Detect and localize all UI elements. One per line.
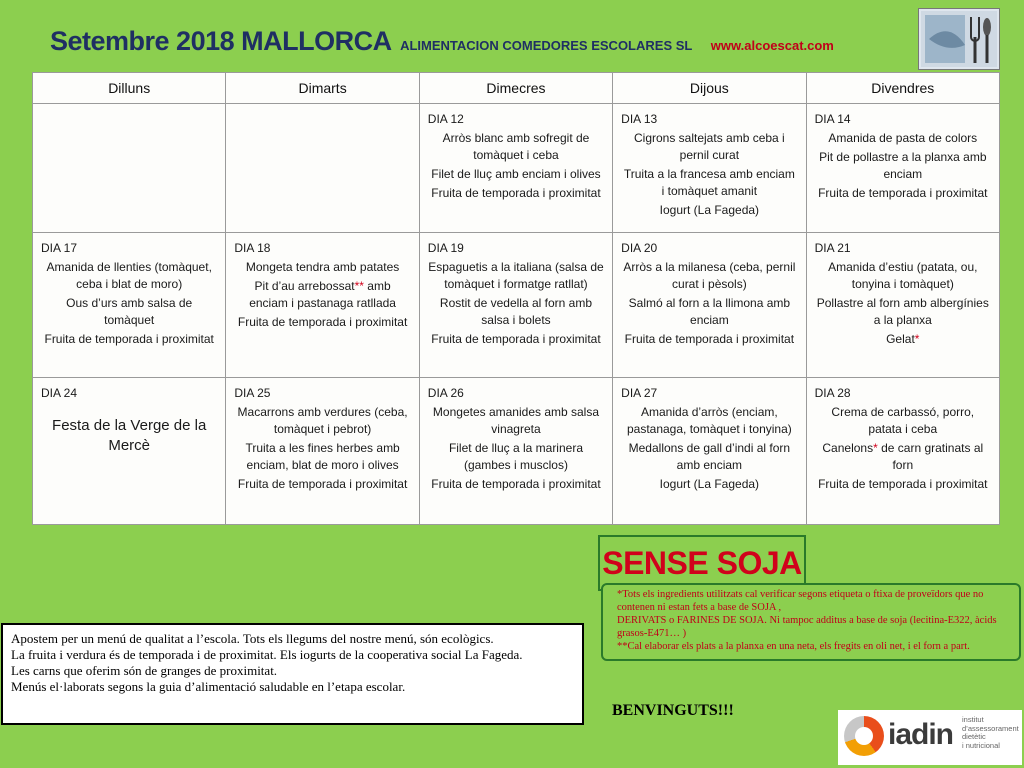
- day-label: DIA 24: [41, 386, 78, 400]
- day-label: DIA 19: [427, 241, 464, 255]
- menu-day-cell: [613, 233, 806, 378]
- soja-note: *Tots els ingredients utilitzats cal verificar segons etiqueta o ftixa de proveïdors que no contenen ni estan fets a base de SOJA ,: [617, 589, 984, 613]
- info-line: La fruita i verdura és de temporada i de proximitat. Els iogurts de la cooperativa social La Fageda.: [11, 647, 523, 662]
- iadin-brand: iadin: [888, 718, 954, 751]
- dish-item: Fruita de temporada i proximitat: [431, 477, 601, 491]
- dish-item: Mongeta tendra amb patates: [245, 260, 400, 274]
- soja-note: DERIVATS o FARINES DE SOJA. Ni tampoc additus a base de soja (lecitina-E322, àcids grasos-E471… ): [617, 615, 997, 639]
- dish-item: Iogurt (La Fageda): [659, 477, 760, 491]
- dish-item: Fruita de temporada i proximitat: [818, 186, 988, 200]
- info-line: Apostem per un menú de qualitat a l’escola. Tots els llegums del nostre menú, són ecològics.: [11, 631, 494, 646]
- dish-item: Amanida d’estiu (patata, ou, tonyina i tomàquet): [828, 260, 978, 291]
- dish-item: Fruita de temporada i proximitat: [237, 315, 408, 329]
- dish-item: Iogurt (La Fageda): [659, 203, 760, 217]
- dish-item: Filet de lluç amb enciam i olives: [431, 167, 601, 181]
- dish-item: Crema de carbassó, porro, patata i ceba: [831, 405, 975, 436]
- info-line: Les carns que oferim són de granges de proximitat.: [11, 663, 278, 678]
- dish-item: Canelons* de carn gratinats al forn: [822, 441, 984, 472]
- iadin-tagline-line: institut: [962, 715, 984, 724]
- menu-day-cell: [419, 233, 612, 378]
- day-label: DIA 25: [234, 386, 271, 400]
- dish-item: Amanida de llenties (tomàquet, ceba i blat de moro): [46, 260, 212, 291]
- menu-day-cell: [33, 104, 226, 233]
- welcome-text: BENVINGUTS!!!: [612, 702, 734, 719]
- menu-day-cell: [806, 104, 999, 233]
- dish-item: Macarrons amb verdures (ceba, tomàquet i pebrot): [237, 405, 408, 436]
- dish-item: Pit d’au arrebossat** amb enciam i pastanaga ratllada: [249, 279, 396, 310]
- day-label: DIA 14: [814, 112, 851, 126]
- weekday-header: Dijous: [613, 73, 806, 104]
- iadin-tagline: [962, 716, 1020, 750]
- soja-notes: [601, 583, 1021, 661]
- info-line: Menús el·laborats segons la guia d’alimentació saludable en l’etapa escolar.: [11, 679, 406, 694]
- iadin-circle-icon: [844, 716, 884, 756]
- cutlery-logo-icon: [918, 8, 1000, 70]
- dish-item: Medallons de gall d’indi al forn amb enciam: [628, 441, 791, 472]
- soja-note: **Cal elaborar els plats a la planxa en una neta, els fregits en oli net, i el forn a part.: [617, 641, 970, 652]
- dish-item: Mongetes amanides amb salsa vinagreta: [432, 405, 600, 436]
- dish-item: Filet de lluç a la marinera (gambes i musclos): [448, 441, 583, 472]
- dish-item: Truita a les fines herbes amb enciam, blat de moro i olives: [245, 441, 400, 472]
- company-name: ALIMENTACION COMEDORES ESCOLARES SL: [400, 38, 693, 53]
- menu-day-cell: [226, 104, 419, 233]
- weekday-header: Divendres: [806, 73, 999, 104]
- menu-day-cell: [33, 233, 226, 378]
- menu-week-row: [33, 233, 1000, 378]
- dish-item: Fruita de temporada i proximitat: [818, 477, 988, 491]
- menu-day-cell: [613, 104, 806, 233]
- dish-item: Gelat*: [886, 332, 920, 346]
- dish-item: Ous d’urs amb salsa de tomàquet: [66, 296, 193, 327]
- iadin-tagline-line: dietètic: [962, 732, 986, 741]
- weekday-header: Dimecres: [419, 73, 612, 104]
- day-label: DIA 20: [621, 241, 658, 255]
- dish-item: Arròs a la milanesa (ceba, pernil curat i pèsols): [623, 260, 796, 291]
- menu-info-box: [1, 623, 584, 725]
- page-title: Setembre 2018 MALLORCA: [50, 26, 392, 56]
- day-label: DIA 21: [814, 241, 851, 255]
- dish-item: Espaguetis a la italiana (salsa de tomàquet i formatge ratllat): [428, 260, 604, 291]
- dish-item: Cigrons saltejats amb ceba i pernil curat: [633, 131, 785, 162]
- menu-day-cell: [806, 233, 999, 378]
- menu-day-cell: [226, 378, 419, 525]
- weekday-header-row: [33, 73, 1000, 104]
- menu-week-row: [33, 378, 1000, 525]
- dish-item: Arròs blanc amb sofregit de tomàquet i ceba: [442, 131, 590, 162]
- weekly-menu-table: [32, 72, 1000, 525]
- iadin-logo: [838, 710, 1022, 765]
- menu-week-row: [33, 104, 1000, 233]
- menu-day-cell: [419, 104, 612, 233]
- day-label: DIA 27: [621, 386, 658, 400]
- day-label: DIA 17: [41, 241, 78, 255]
- dish-item: Fruita de temporada i proximitat: [431, 186, 601, 200]
- dish-item: Amanida de pasta de colors: [828, 131, 978, 145]
- day-label: DIA 28: [814, 386, 851, 400]
- dish-item: Fruita de temporada i proximitat: [624, 332, 795, 346]
- day-label: DIA 13: [621, 112, 658, 126]
- weekday-header: Dilluns: [33, 73, 226, 104]
- dish-item: Fruita de temporada i proximitat: [237, 477, 408, 491]
- sense-soja-title: SENSE SOJA: [598, 535, 806, 591]
- menu-day-cell: [419, 378, 612, 525]
- company-url[interactable]: www.alcoescat.com: [710, 38, 834, 53]
- dish-item: Fruita de temporada i proximitat: [431, 332, 601, 346]
- dish-item: Fruita de temporada i proximitat: [44, 332, 214, 346]
- dish-item: Truita a la francesa amb enciam i tomàquet amanit: [623, 167, 795, 198]
- page-header: [50, 26, 834, 57]
- day-label: DIA 26: [427, 386, 464, 400]
- menu-day-cell: [33, 378, 226, 525]
- dish-item: Pollastre al forn amb albergínies a la planxa: [816, 296, 989, 327]
- iadin-tagline-line: d’assessorament: [962, 723, 1019, 733]
- menu-day-cell: [613, 378, 806, 525]
- day-label: DIA 18: [234, 241, 271, 255]
- weekday-header: Dimarts: [226, 73, 419, 104]
- day-label: DIA 12: [427, 112, 464, 126]
- menu-day-cell: [226, 233, 419, 378]
- dish-item: Amanida d’arròs (enciam, pastanaga, tomàquet i tonyina): [626, 405, 792, 436]
- holiday-label: Festa de la Verge de la Mercè: [52, 417, 207, 454]
- menu-day-cell: [806, 378, 999, 525]
- dish-item: Pit de pollastre a la planxa amb enciam: [819, 150, 987, 181]
- dish-item: Rostit de vedella al forn amb salsa i bolets: [439, 296, 593, 327]
- iadin-tagline-line: i nutricional: [962, 740, 1000, 750]
- dish-item: Salmó al forn a la llimona amb enciam: [628, 296, 791, 327]
